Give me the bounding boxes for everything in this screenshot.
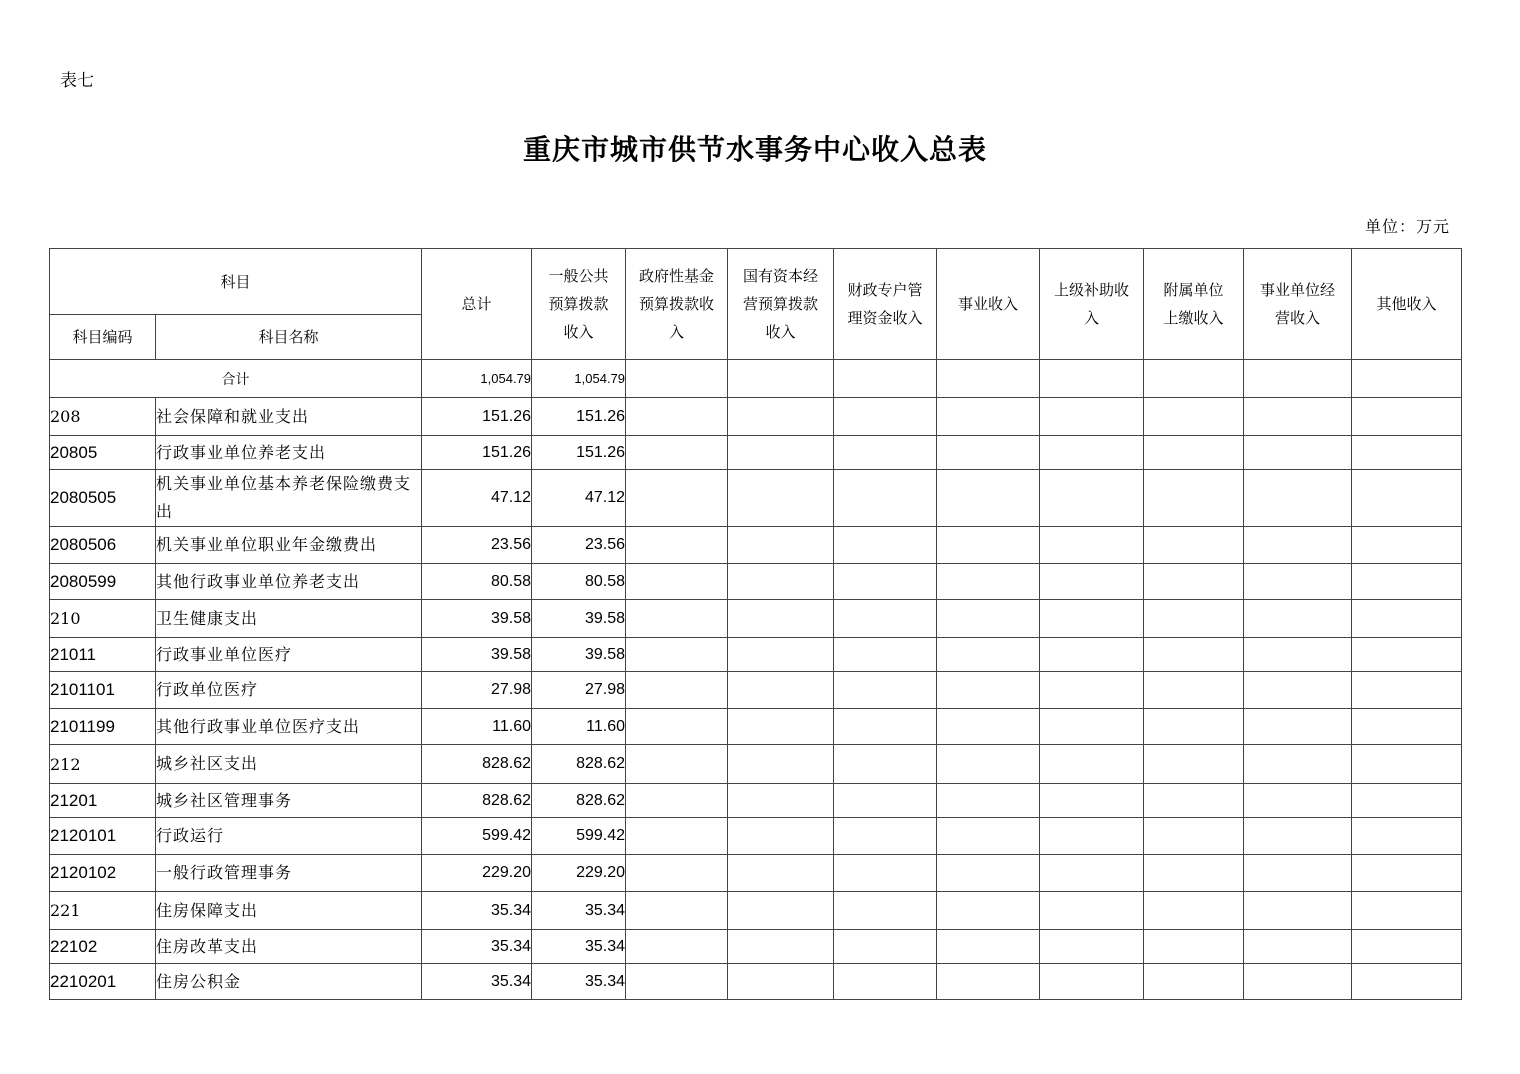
empty-cell	[1244, 818, 1352, 855]
empty-cell	[728, 745, 834, 784]
empty-cell	[1040, 398, 1144, 436]
empty-cell	[1040, 964, 1144, 1000]
empty-cell	[1244, 436, 1352, 470]
empty-cell	[1352, 709, 1462, 745]
empty-cell	[1144, 638, 1244, 672]
empty-cell	[626, 436, 728, 470]
empty-cell	[1244, 709, 1352, 745]
empty-cell	[1144, 672, 1244, 709]
row-name: 其他行政事业单位养老支出	[156, 564, 422, 600]
row-general: 229.20	[532, 855, 626, 892]
empty-cell	[1040, 527, 1144, 564]
empty-cell	[728, 964, 834, 1000]
empty-cell	[937, 672, 1040, 709]
row-general: 23.56	[532, 527, 626, 564]
empty-cell	[1040, 892, 1144, 930]
empty-cell	[1144, 784, 1244, 818]
empty-cell	[937, 709, 1040, 745]
page-title: 重庆市城市供节水事务中心收入总表	[522, 133, 987, 166]
empty-cell	[1352, 600, 1462, 638]
row-general: 828.62	[532, 745, 626, 784]
empty-cell	[937, 638, 1040, 672]
empty-cell	[834, 930, 937, 964]
empty-cell	[1352, 470, 1462, 527]
row-name: 其他行政事业单位医疗支出	[156, 709, 422, 745]
empty-cell	[626, 672, 728, 709]
table-row	[50, 855, 1462, 892]
row-general: 11.60	[532, 709, 626, 745]
empty-cell	[1244, 745, 1352, 784]
header-general-budget: 一般公共预算拨款收入	[532, 249, 626, 360]
row-name: 行政事业单位养老支出	[156, 436, 422, 470]
table-row	[50, 709, 1462, 745]
empty-cell	[834, 709, 937, 745]
row-general: 39.58	[532, 600, 626, 638]
empty-cell	[937, 964, 1040, 1000]
empty-cell	[728, 398, 834, 436]
header-subject: 科目	[50, 249, 422, 315]
row-code: 210	[50, 600, 156, 638]
empty-cell	[834, 527, 937, 564]
empty-cell	[728, 600, 834, 638]
empty-cell	[1352, 745, 1462, 784]
row-general: 27.98	[532, 672, 626, 709]
empty-cell	[1352, 818, 1462, 855]
row-total: 35.34	[422, 892, 532, 930]
empty-cell	[1244, 470, 1352, 527]
empty-cell	[1040, 745, 1144, 784]
empty-cell	[834, 784, 937, 818]
empty-cell	[1040, 470, 1144, 527]
empty-cell	[1040, 930, 1144, 964]
empty-cell	[1244, 638, 1352, 672]
header-other-income: 其他收入	[1352, 249, 1462, 360]
row-name: 住房改革支出	[156, 930, 422, 964]
empty-cell	[937, 564, 1040, 600]
unit-label: 单位：万元	[1364, 217, 1450, 236]
table-row	[50, 600, 1462, 638]
row-name: 卫生健康支出	[156, 600, 422, 638]
header-fiscal-special: 财政专户管理资金收入	[834, 249, 937, 360]
empty-cell	[728, 818, 834, 855]
row-general: 35.34	[532, 930, 626, 964]
table-row	[50, 745, 1462, 784]
empty-cell	[834, 964, 937, 1000]
empty-cell	[626, 855, 728, 892]
empty-cell	[1352, 436, 1462, 470]
row-code: 20805	[50, 436, 156, 470]
table-row	[50, 784, 1462, 818]
row-total: 80.58	[422, 564, 532, 600]
empty-cell	[834, 892, 937, 930]
empty-cell	[1244, 600, 1352, 638]
empty-cell	[1244, 784, 1352, 818]
row-general: 35.34	[532, 964, 626, 1000]
empty-cell	[728, 892, 834, 930]
row-total: 828.62	[422, 784, 532, 818]
row-code: 2120101	[50, 818, 156, 855]
empty-cell	[728, 855, 834, 892]
empty-cell	[937, 930, 1040, 964]
row-code: 208	[50, 398, 156, 436]
empty-cell	[1244, 564, 1352, 600]
table-row	[50, 964, 1462, 1000]
row-general: 828.62	[532, 784, 626, 818]
row-code: 21201	[50, 784, 156, 818]
empty-cell	[1352, 564, 1462, 600]
empty-cell	[834, 398, 937, 436]
empty-cell	[1352, 527, 1462, 564]
empty-cell	[626, 564, 728, 600]
empty-cell	[937, 784, 1040, 818]
empty-cell	[834, 855, 937, 892]
empty-cell	[626, 784, 728, 818]
empty-cell	[1144, 436, 1244, 470]
empty-cell	[834, 470, 937, 527]
row-name: 住房公积金	[156, 964, 422, 1000]
table-row	[50, 672, 1462, 709]
row-total: 828.62	[422, 745, 532, 784]
row-name: 住房保障支出	[156, 892, 422, 930]
row-total: 599.42	[422, 818, 532, 855]
empty-cell	[1040, 638, 1144, 672]
empty-cell	[626, 527, 728, 564]
table-row	[50, 564, 1462, 600]
header-state-capital: 国有资本经营预算拨款收入	[728, 249, 834, 360]
row-code: 2101101	[50, 672, 156, 709]
row-code: 2101199	[50, 709, 156, 745]
empty-cell	[937, 818, 1040, 855]
row-code: 2080505	[50, 470, 156, 527]
empty-cell	[728, 638, 834, 672]
empty-cell	[626, 398, 728, 436]
table-row	[50, 818, 1462, 855]
empty-cell	[834, 818, 937, 855]
empty-cell	[728, 709, 834, 745]
empty-cell	[1040, 600, 1144, 638]
row-total: 47.12	[422, 470, 532, 527]
empty-cell	[1040, 784, 1144, 818]
row-total: 39.58	[422, 600, 532, 638]
empty-cell	[1352, 672, 1462, 709]
row-name: 机关事业单位基本养老保险缴费支出	[156, 470, 422, 527]
empty-cell	[626, 470, 728, 527]
row-total: 229.20	[422, 855, 532, 892]
empty-cell	[728, 930, 834, 964]
table-row	[50, 470, 1462, 527]
header-affiliated-turnover: 附属单位上缴收入	[1144, 249, 1244, 360]
row-total: 151.26	[422, 436, 532, 470]
table-row	[50, 527, 1462, 564]
row-code: 2120102	[50, 855, 156, 892]
row-name: 城乡社区支出	[156, 745, 422, 784]
table-row	[50, 436, 1462, 470]
empty-cell	[728, 672, 834, 709]
empty-cell	[626, 930, 728, 964]
row-total: 23.56	[422, 527, 532, 564]
row-total: 27.98	[422, 672, 532, 709]
header-code: 科目编码	[50, 315, 156, 360]
empty-cell	[728, 470, 834, 527]
row-name: 一般行政管理事务	[156, 855, 422, 892]
summary-row	[50, 360, 1462, 398]
empty-cell	[1244, 855, 1352, 892]
empty-cell	[728, 527, 834, 564]
header-business-operation: 事业单位经营收入	[1244, 249, 1352, 360]
row-name: 行政运行	[156, 818, 422, 855]
empty-cell	[834, 745, 937, 784]
empty-cell	[626, 709, 728, 745]
empty-cell	[1040, 564, 1144, 600]
empty-cell	[1144, 818, 1244, 855]
row-code: 2210201	[50, 964, 156, 1000]
empty-cell	[834, 672, 937, 709]
empty-cell	[1144, 892, 1244, 930]
empty-cell	[728, 436, 834, 470]
row-general: 599.42	[532, 818, 626, 855]
empty-cell	[1144, 600, 1244, 638]
empty-cell	[1040, 672, 1144, 709]
empty-cell	[1244, 527, 1352, 564]
summary-label: 合计	[50, 360, 422, 398]
empty-cell	[937, 436, 1040, 470]
income-table	[49, 248, 1462, 1000]
empty-cell	[1144, 745, 1244, 784]
empty-cell	[937, 398, 1040, 436]
row-code: 22102	[50, 930, 156, 964]
summary-general: 1,054.79	[532, 360, 626, 398]
empty-cell	[1244, 398, 1352, 436]
empty-cell	[834, 564, 937, 600]
empty-cell	[1352, 784, 1462, 818]
row-general: 80.58	[532, 564, 626, 600]
summary-total: 1,054.79	[422, 360, 532, 398]
header-name: 科目名称	[156, 315, 422, 360]
row-code: 2080506	[50, 527, 156, 564]
row-general: 35.34	[532, 892, 626, 930]
header-superior-subsidy: 上级补助收入	[1040, 249, 1144, 360]
header-total: 总计	[422, 249, 532, 360]
empty-cell	[1352, 638, 1462, 672]
table-number: 表七	[60, 71, 94, 91]
empty-cell	[1040, 818, 1144, 855]
empty-cell	[626, 818, 728, 855]
empty-cell	[728, 784, 834, 818]
empty-cell	[1352, 930, 1462, 964]
empty-cell	[1244, 930, 1352, 964]
row-name: 机关事业单位职业年金缴费出	[156, 527, 422, 564]
empty-cell	[834, 600, 937, 638]
empty-cell	[937, 855, 1040, 892]
row-name: 行政单位医疗	[156, 672, 422, 709]
empty-cell	[1144, 930, 1244, 964]
empty-cell	[1352, 892, 1462, 930]
empty-cell	[1352, 855, 1462, 892]
row-name: 行政事业单位医疗	[156, 638, 422, 672]
empty-cell	[834, 436, 937, 470]
empty-cell	[1144, 527, 1244, 564]
table-row	[50, 638, 1462, 672]
empty-cell	[1244, 892, 1352, 930]
empty-cell	[1144, 470, 1244, 527]
empty-cell	[1144, 855, 1244, 892]
empty-cell	[1352, 964, 1462, 1000]
empty-cell	[834, 638, 937, 672]
empty-cell	[1144, 964, 1244, 1000]
empty-cell	[937, 527, 1040, 564]
row-code: 21011	[50, 638, 156, 672]
empty-cell	[626, 964, 728, 1000]
empty-cell	[1040, 709, 1144, 745]
row-name: 社会保障和就业支出	[156, 398, 422, 436]
row-total: 151.26	[422, 398, 532, 436]
empty-cell	[626, 745, 728, 784]
empty-cell	[1244, 964, 1352, 1000]
row-total: 39.58	[422, 638, 532, 672]
empty-cell	[1144, 709, 1244, 745]
empty-cell	[1040, 855, 1144, 892]
row-code: 212	[50, 745, 156, 784]
row-code: 2080599	[50, 564, 156, 600]
empty-cell	[1144, 398, 1244, 436]
table-row	[50, 398, 1462, 436]
row-code: 221	[50, 892, 156, 930]
empty-cell	[626, 892, 728, 930]
empty-cell	[937, 892, 1040, 930]
row-general: 39.58	[532, 638, 626, 672]
header-gov-fund: 政府性基金预算拨款收入	[626, 249, 728, 360]
empty-cell	[626, 600, 728, 638]
row-general: 47.12	[532, 470, 626, 527]
empty-cell	[728, 564, 834, 600]
empty-cell	[1352, 398, 1462, 436]
empty-cell	[1244, 672, 1352, 709]
row-general: 151.26	[532, 436, 626, 470]
row-general: 151.26	[532, 398, 626, 436]
empty-cell	[1144, 564, 1244, 600]
empty-cell	[1040, 436, 1144, 470]
table-row	[50, 930, 1462, 964]
row-name: 城乡社区管理事务	[156, 784, 422, 818]
empty-cell	[937, 470, 1040, 527]
empty-cell	[937, 745, 1040, 784]
row-total: 35.34	[422, 930, 532, 964]
empty-cell	[626, 638, 728, 672]
row-total: 35.34	[422, 964, 532, 1000]
empty-cell	[937, 600, 1040, 638]
header-business-income: 事业收入	[937, 249, 1040, 360]
row-total: 11.60	[422, 709, 532, 745]
table-row	[50, 892, 1462, 930]
